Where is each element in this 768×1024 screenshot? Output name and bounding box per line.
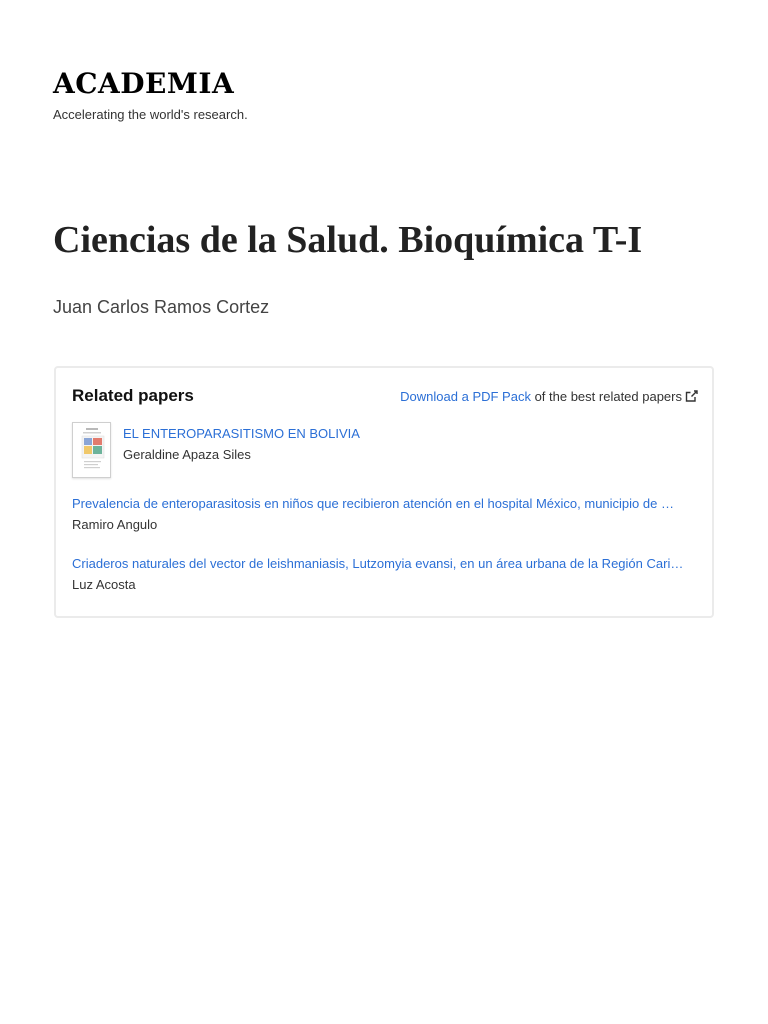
brand-block (53, 66, 248, 123)
download-pack-line (400, 389, 698, 406)
document-author: Juan Carlos Ramos Cortez (53, 297, 270, 317)
related-papers-card (54, 366, 714, 618)
document-title: Ciencias de la Salud. Bioquímica T-I (53, 219, 643, 261)
download-pack-suffix: of the best related papers (530, 389, 682, 404)
related-paper-author: Luz Acosta (72, 577, 136, 592)
related-papers-header (72, 384, 698, 408)
related-paper-author: Geraldine Apaza Siles (123, 447, 251, 462)
academia-logo[interactable]: ACADEMIA (53, 67, 235, 100)
related-paper-title[interactable]: Criaderos naturales del vector de leishmaniasis, Lutzomyia evansi, en un área urbana de la Región Cari… (72, 556, 684, 571)
related-paper-1 (72, 422, 698, 478)
related-paper-title[interactable]: Prevalencia de enteroparasitosis en niños que recibieron atención en el hospital México, municipio de … (72, 496, 674, 511)
related-paper-title[interactable]: EL ENTEROPARASITISMO EN BOLIVIA (123, 426, 360, 441)
download-pdf-pack-link[interactable]: Download a PDF Pack (400, 389, 531, 404)
external-link-icon[interactable] (685, 390, 698, 406)
related-paper-3 (72, 555, 698, 593)
tagline: Accelerating the world's research. (53, 107, 248, 122)
related-paper-author: Ramiro Angulo (72, 517, 158, 532)
related-papers-heading: Related papers (72, 386, 194, 405)
related-paper-2 (72, 495, 698, 533)
paper-thumbnail[interactable] (72, 422, 111, 478)
